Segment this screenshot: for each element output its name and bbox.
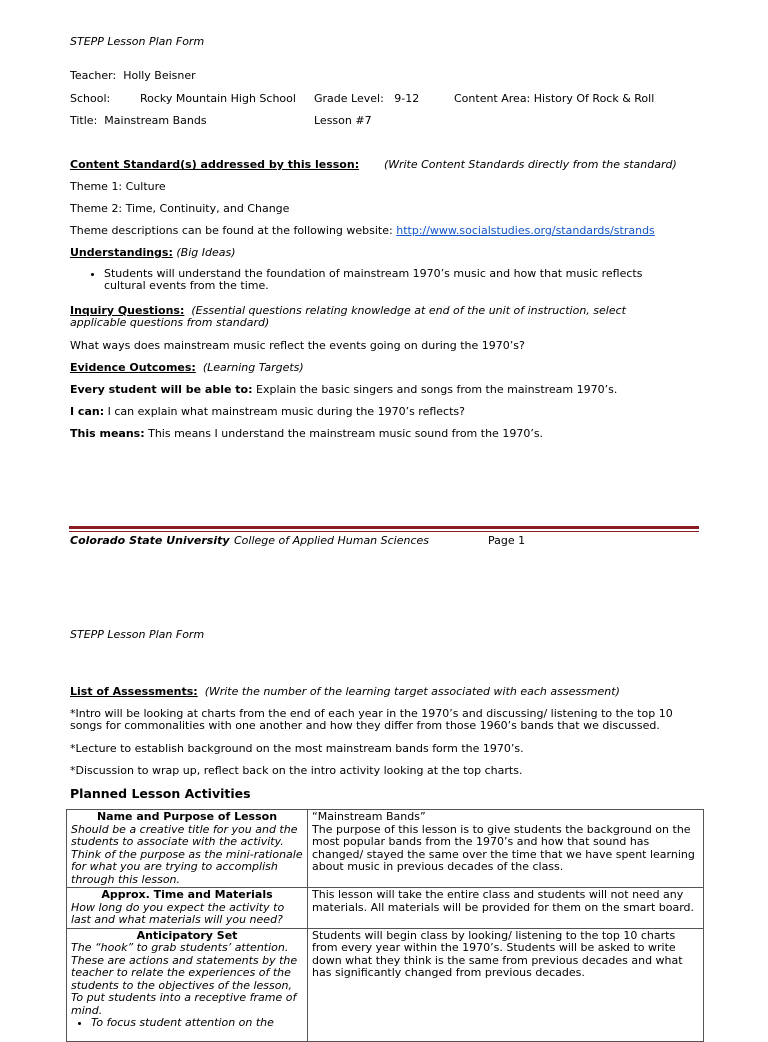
table-row	[67, 888, 704, 929]
understandings-heading: Understandings:	[70, 246, 173, 259]
standards-heading: Content Standard(s) addressed by this lesson:	[70, 158, 360, 171]
teacher-label: Teacher:	[70, 69, 117, 82]
row-description: Should be a creative title for you and the students to associate with the activity. Think of the purpose as the mini-rationale for what you are trying to accomplish through this lesson.	[71, 822, 303, 886]
row-label-cell	[67, 888, 308, 929]
table-row	[67, 810, 704, 888]
grade-value: 9-12	[394, 92, 420, 105]
assessments-row	[70, 685, 620, 698]
i-can-text: I can explain what mainstream music during the 1970’s reflects?	[107, 405, 465, 418]
row-content-cell: This lesson will take the entire class and students will not need any materials. All materials will be provided for them on the smart board.	[308, 888, 704, 929]
i-can-row	[70, 405, 465, 418]
understandings-list	[70, 268, 680, 292]
inquiry-question: What ways does mainstream music reflect the events going on during the 1970’s?	[70, 339, 525, 352]
lesson-title: Mainstream Bands	[104, 114, 207, 127]
form-title-2: STEPP Lesson Plan Form	[70, 628, 205, 641]
understandings-row	[70, 246, 236, 259]
i-can-label: I can:	[70, 405, 105, 418]
assessment-item-3: *Discussion to wrap up, reflect back on the intro activity looking at the top charts.	[70, 764, 523, 777]
content-area: Content Area: History Of Rock & Roll	[454, 92, 655, 105]
footer-rule-thick	[69, 526, 699, 529]
understanding-item: • Students will understand the foundation of mainstream 1970’s music and how that music reflects cultural events from the time.	[104, 268, 680, 292]
row-content-cell: Students will begin class by looking/ listening to the top 10 charts from every year within the 1970’s. Students will be asked to write down what they think is the same from previous decades and what has significantly changed from previous decades.	[308, 928, 704, 1041]
theme-desc: Theme descriptions can be found at the following website:	[70, 224, 393, 237]
assessment-item-1: *Intro will be looking at charts from the end of each year in the 1970’s and discussing/ listening to the top 10 songs for commonalities with one another and how they differ from those 1960’s bands that we discussed.	[70, 707, 673, 732]
this-means-text: This means I understand the mainstream music sound from the 1970’s.	[148, 427, 544, 440]
university-name: Colorado State University	[70, 534, 230, 547]
standards-row	[70, 158, 359, 171]
every-student-text: Explain the basic singers and songs from the mainstream 1970’s.	[256, 383, 618, 396]
every-student-label: Every student will be able to:	[70, 383, 253, 396]
form-title: STEPP Lesson Plan Form	[70, 35, 205, 48]
theme-link[interactable]: http://www.socialstudies.org/standards/strands	[396, 224, 655, 237]
lesson-number: Lesson #7	[314, 114, 372, 127]
row-header: Anticipatory Set	[136, 928, 238, 942]
evidence-row	[70, 361, 304, 374]
row-description: How long do you expect the activity to last and what materials will you need?	[71, 900, 285, 926]
grade-row	[314, 92, 419, 105]
theme-2: Theme 2: Time, Continuity, and Change	[70, 202, 290, 215]
row-header: Approx. Time and Materials	[101, 888, 273, 901]
row-bullet: • To focus student attention on the	[91, 1017, 303, 1029]
this-means-label: This means:	[70, 427, 145, 440]
footer-university	[70, 534, 230, 547]
school-label: School:	[70, 92, 111, 105]
row-label-cell	[67, 810, 308, 888]
theme-desc-row	[70, 224, 655, 237]
table-row	[67, 928, 704, 1041]
title-row	[70, 114, 207, 127]
activities-heading: Planned Lesson Activities	[70, 786, 251, 801]
inquiry-row	[70, 305, 680, 329]
row-label-cell	[67, 928, 308, 1041]
inquiry-note: (Essential questions relating knowledge at end of the unit of instruction, select applicable questions from standard)	[70, 304, 626, 329]
school-name: Rocky Mountain High School	[140, 92, 296, 105]
inquiry-heading: Inquiry Questions:	[70, 304, 185, 317]
evidence-heading: Evidence Outcomes:	[70, 361, 196, 374]
lesson-activities-table	[66, 809, 704, 1042]
every-student-row	[70, 383, 617, 396]
standards-note: (Write Content Standards directly from the standard)	[384, 158, 677, 171]
grade-label: Grade Level:	[314, 92, 384, 105]
teacher-name: Holly Beisner	[123, 69, 196, 82]
assessment-item-2: *Lecture to establish background on the most mainstream bands form the 1970’s.	[70, 742, 524, 755]
this-means-row	[70, 427, 543, 440]
theme-1: Theme 1: Culture	[70, 180, 166, 193]
footer-rule-thin	[69, 531, 699, 532]
row-content-cell: “Mainstream Bands” The purpose of this lesson is to give students the background on the most popular bands from the 1970’s and how that sound has changed/ stayed the same over the time that we have spent learning about music in previous decades of the class.	[308, 810, 704, 888]
teacher-row	[70, 69, 196, 82]
row-description: The “hook” to grab students’ attention. These are actions and statements by the teacher to relate the experiences of the students to the objectives of the lesson, To put students into a receptive frame of mind.	[71, 941, 298, 1017]
assessments-note: (Write the number of the learning target associated with each assessment)	[204, 685, 620, 698]
row-header: Name and Purpose of Lesson	[96, 810, 278, 823]
footer-college: College of Applied Human Sciences	[234, 534, 430, 547]
understandings-note: (Big Ideas)	[176, 246, 236, 259]
evidence-note: (Learning Targets)	[202, 361, 304, 374]
footer-page-number: Page 1	[488, 534, 526, 547]
assessments-heading: List of Assessments:	[70, 685, 198, 698]
title-label: Title:	[70, 114, 98, 127]
